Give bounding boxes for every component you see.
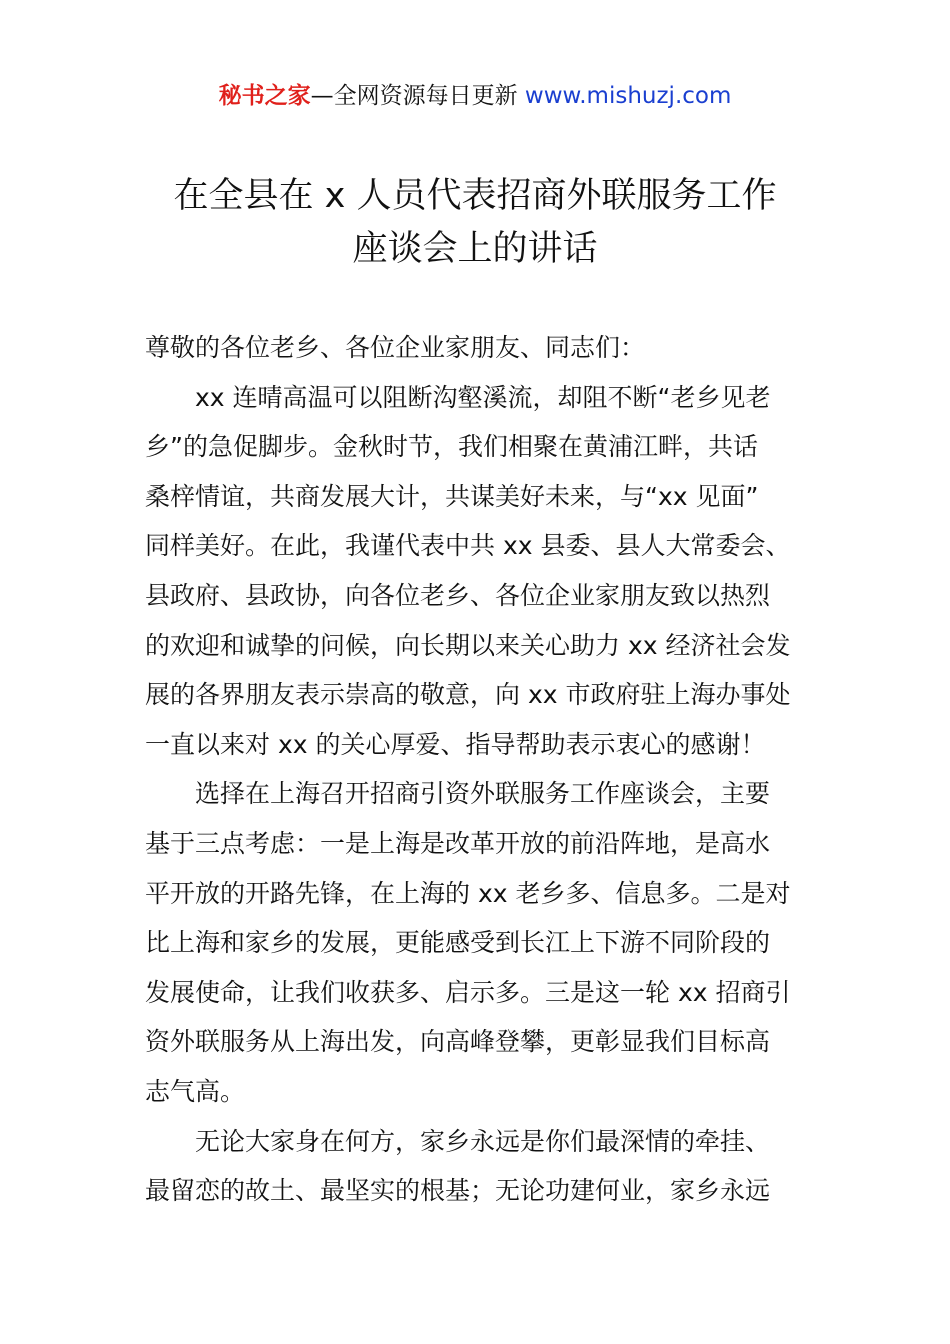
paragraph-2-line-1: 选择在上海召开招商引资外联服务工作座谈会，主要 xyxy=(195,779,771,809)
paragraph-1-line-1: xx 连晴高温可以阻断沟壑溪流，却阻不断“老乡见老 xyxy=(195,382,771,412)
paragraph-3-line-1: 无论大家身在何方，家乡永远是你们最深情的牵挂、 xyxy=(195,1126,771,1156)
paragraph-2-line-7: 志气高。 xyxy=(145,1076,246,1106)
brand-name: 秘书之家 xyxy=(218,83,311,109)
paragraph-1-line-6: 的欢迎和诚挚的问候，向长期以来关心助力 xx 经济社会发 xyxy=(145,630,791,660)
paragraph-2-line-4: 比上海和家乡的发展，更能感受到长江上下游不同阶段的 xyxy=(145,928,771,958)
paragraph-2-line-3: 平开放的开路先锋，在上海的 xx 老乡多、信息多。二是对 xyxy=(145,878,791,908)
document-title xyxy=(0,170,950,276)
paragraph-2-line-6: 资外联服务从上海出发，向高峰登攀，更彰显我们目标高 xyxy=(145,1027,771,1057)
title-line-1: 在全县在 x 人员代表招商外联服务工作 xyxy=(173,176,777,216)
header-tagline: —全网资源每日更新 xyxy=(310,83,525,109)
paragraph-1-line-8: 一直以来对 xx 的关心厚爱、指导帮助表示衷心的感谢！ xyxy=(145,729,766,759)
paragraph-1-line-4: 同样美好。在此，我谨代表中共 xx 县委、县人大常委会、 xyxy=(145,531,791,561)
site-header xyxy=(0,80,950,112)
salutation-line: 尊敬的各位老乡、各位企业家朋友、同志们： xyxy=(145,333,646,362)
paragraph-1-line-7: 展的各界朋友表示崇高的敬意，向 xx 市政府驻上海办事处 xyxy=(145,680,791,710)
paragraph-2-line-2: 基于三点考虑：一是上海是改革开放的前沿阵地，是高水 xyxy=(145,828,771,858)
site-url-link[interactable]: www.mishuzj.com xyxy=(524,83,732,109)
title-line-2: 座谈会上的讲话 xyxy=(352,229,598,269)
paragraph-1-line-5: 县政府、县政协，向各位老乡、各位企业家朋友致以热烈 xyxy=(145,580,771,610)
document-body xyxy=(145,323,809,1216)
paragraph-2-line-5: 发展使命，让我们收获多、启示多。三是这一轮 xx 招商引 xyxy=(145,977,791,1007)
paragraph-1-line-2: 乡”的急促脚步。金秋时节，我们相聚在黄浦江畔，共话 xyxy=(145,432,758,462)
paragraph-1-line-3: 桑梓情谊，共商发展大计，共谋美好未来，与“xx 见面” xyxy=(145,481,759,511)
paragraph-3-line-2: 最留恋的故土、最坚实的根基；无论功建何业，家乡永远 xyxy=(145,1176,771,1206)
